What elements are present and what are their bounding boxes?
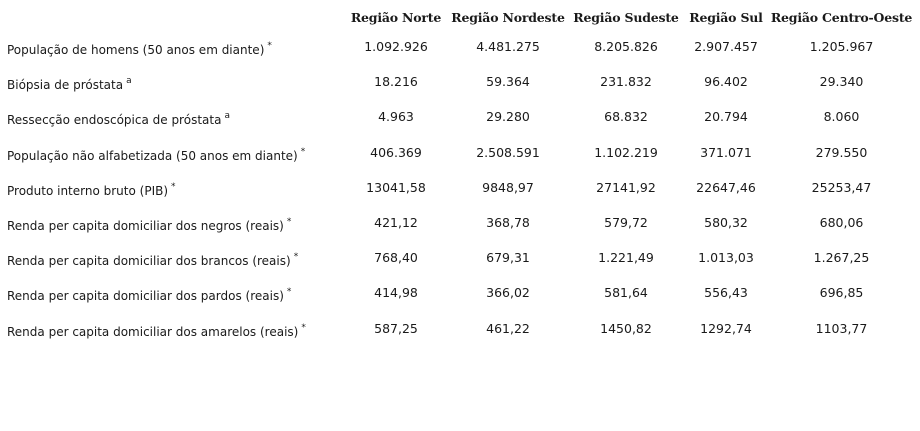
cell-sudeste: 579,72 [604, 215, 648, 231]
header-regiao-sudeste: Região Sudeste [573, 10, 679, 25]
cell-centro-oeste: 680,06 [819, 215, 864, 231]
table-row [3, 242, 915, 277]
table-row [3, 277, 915, 312]
row-label-text: Produto interno bruto (PIB) [7, 183, 169, 198]
cell-norte: 18.216 [374, 74, 418, 90]
table-row [3, 137, 915, 172]
regional-data-table [3, 4, 915, 348]
biopsia-prostata-row-label [3, 66, 344, 101]
renda-brancos-row-label [3, 242, 344, 277]
cell-centro-oeste: 696,85 [819, 285, 864, 301]
cell-sul: 1292,74 [700, 320, 752, 336]
row-label-text: População não alfabetizada (50 anos em diante) [7, 148, 298, 163]
cell-norte: 13041,58 [366, 179, 426, 195]
table-row [3, 207, 915, 242]
cell-norte: 768,40 [374, 250, 418, 266]
row-label-text: Renda per capita domiciliar dos amarelos (reais) [7, 324, 299, 339]
footnote-marker: * [301, 322, 306, 333]
cell-nordeste: 366,02 [486, 285, 530, 301]
cell-nordeste: 29.280 [486, 109, 530, 125]
cell-norte: 406.369 [370, 144, 422, 160]
cell-norte: 587,25 [374, 320, 418, 336]
cell-sudeste: 27141,92 [596, 179, 656, 195]
cell-sul: 96.402 [704, 74, 748, 90]
cell-sudeste: 581,64 [604, 285, 648, 301]
cell-norte: 414,98 [374, 285, 418, 301]
row-label-text: Renda per capita domiciliar dos brancos (reais) [7, 254, 291, 269]
cell-sudeste: 68.832 [604, 109, 648, 125]
row-label-text: Renda per capita domiciliar dos pardos (reais) [7, 289, 284, 304]
header-regiao-nordeste: Região Nordeste [451, 10, 565, 25]
table-body [3, 31, 915, 348]
cell-sul: 556,43 [704, 285, 748, 301]
table-row [3, 66, 915, 101]
header-empty-corner [3, 4, 344, 31]
cell-nordeste: 4.481.275 [476, 39, 540, 55]
renda-negros-row-label [3, 207, 344, 242]
renda-pardos-row-label [3, 277, 344, 312]
footnote-marker: * [286, 287, 292, 298]
cell-centro-oeste: 1.205.967 [809, 39, 874, 55]
row-label-text: Renda per capita domiciliar dos negros (reais) [7, 219, 284, 234]
cell-sul: 1.013,03 [698, 250, 754, 266]
cell-sudeste: 8.205.826 [594, 39, 658, 55]
footnote-marker: * [267, 41, 272, 52]
footnote-marker: * [171, 181, 176, 192]
cell-sudeste: 1.102.219 [594, 144, 658, 160]
cell-nordeste: 59.364 [486, 74, 530, 90]
cell-sul: 22647,46 [696, 179, 756, 195]
table-row [3, 31, 915, 66]
row-label-text: Biópsia de próstata [7, 78, 124, 93]
populacao-nao-alfabetizada-row-label [3, 137, 344, 172]
cell-centro-oeste: 29.340 [819, 74, 864, 90]
table-row [3, 101, 915, 136]
cell-norte: 4.963 [378, 109, 414, 125]
cell-sul: 20.794 [704, 109, 748, 125]
resseccao-endoscopica-row-label [3, 101, 344, 136]
cell-sudeste: 231.832 [600, 74, 652, 90]
header-regiao-sul: Região Sul [689, 10, 763, 25]
header-regiao-centro-oeste: Região Centro-Oeste [770, 10, 913, 25]
cell-sul: 580,32 [704, 215, 748, 231]
cell-sul: 2.907.457 [694, 39, 758, 55]
header-regiao-norte: Região Norte [350, 10, 442, 25]
cell-nordeste: 461,22 [486, 320, 530, 336]
populacao-homens-row-label [3, 31, 344, 66]
footnote-marker: * [300, 146, 306, 157]
cell-sul: 371.071 [700, 144, 752, 160]
cell-nordeste: 2.508.591 [476, 144, 540, 160]
cell-nordeste: 679,31 [486, 250, 530, 266]
header-row [3, 4, 915, 31]
cell-centro-oeste: 1103,77 [815, 320, 868, 336]
cell-norte: 1.092.926 [364, 39, 428, 55]
footnote-marker: * [286, 217, 292, 228]
pib-row-label [3, 172, 344, 207]
table-header [3, 4, 915, 31]
cell-centro-oeste: 1.267,25 [813, 250, 870, 266]
footnote-marker: a [224, 111, 230, 122]
row-label-text: População de homens (50 anos em diante) [7, 43, 265, 58]
cell-centro-oeste: 8.060 [823, 109, 860, 125]
cell-sudeste: 1450,82 [600, 320, 652, 336]
cell-norte: 421,12 [374, 215, 418, 231]
footnote-marker: * [293, 252, 299, 263]
cell-sudeste: 1.221,49 [598, 250, 654, 266]
footnote-marker: a [126, 76, 132, 87]
row-label-text: Ressecção endoscópica de próstata [7, 113, 222, 128]
table-row [3, 313, 915, 348]
table-row [3, 172, 915, 207]
cell-nordeste: 368,78 [486, 215, 530, 231]
renda-amarelos-row-label [3, 313, 344, 348]
cell-centro-oeste: 25253,47 [811, 179, 872, 195]
cell-centro-oeste: 279.550 [815, 144, 868, 160]
cell-nordeste: 9848,97 [482, 179, 534, 195]
